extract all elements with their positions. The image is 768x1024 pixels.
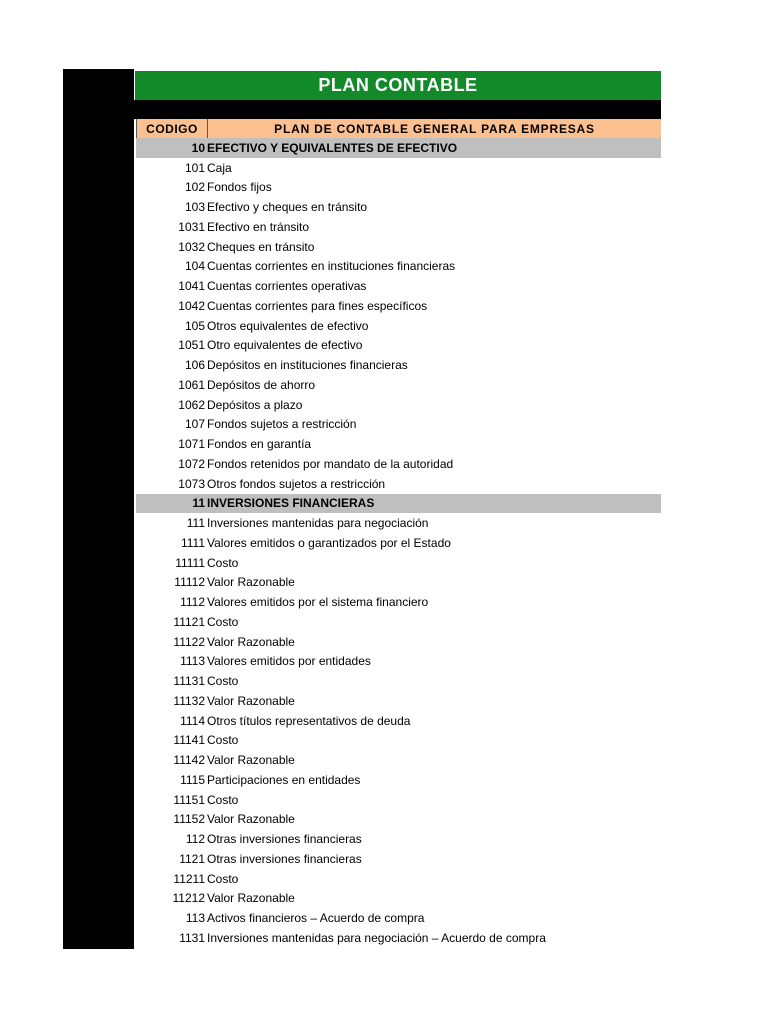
account-code: 1111	[180, 535, 205, 550]
table-row	[136, 908, 661, 928]
account-description: Caja	[207, 160, 232, 175]
account-code: 113	[185, 911, 205, 926]
account-description: Depósitos a plazo	[207, 397, 303, 412]
account-code: 1071	[178, 437, 205, 452]
account-table	[136, 138, 661, 948]
table-row	[136, 375, 661, 395]
table-row	[136, 355, 661, 375]
account-description: Valor Razonable	[207, 812, 295, 827]
table-row	[136, 711, 661, 731]
account-description: Valor Razonable	[207, 891, 295, 906]
account-description: Valor Razonable	[207, 753, 295, 768]
account-code: 11122	[173, 634, 205, 649]
account-code: 1042	[178, 298, 205, 313]
account-description: Participaciones en entidades	[207, 772, 361, 787]
account-code: 11151	[173, 792, 205, 807]
account-code: 11112	[174, 575, 205, 590]
account-code: 11211	[173, 871, 205, 886]
account-code: 11111	[175, 555, 205, 570]
account-code: 11141	[173, 733, 205, 748]
table-row	[136, 454, 661, 474]
group-row	[136, 494, 661, 514]
account-code: 1115	[180, 772, 205, 787]
table-row	[136, 316, 661, 336]
account-description: Valores emitidos por entidades	[207, 654, 371, 669]
table-row	[136, 869, 661, 889]
account-description: Valor Razonable	[207, 634, 295, 649]
table-row	[136, 632, 661, 652]
account-description: Cuentas corrientes en instituciones financieras	[207, 259, 456, 274]
account-code: 112	[185, 832, 205, 847]
table-row	[136, 849, 661, 869]
table-row	[136, 553, 661, 573]
table-row	[136, 592, 661, 612]
account-code: 106	[184, 358, 205, 373]
account-description: Fondos retenidos por mandato de la autoridad	[207, 456, 454, 471]
account-code: 11	[192, 496, 205, 511]
account-description: Valor Razonable	[207, 575, 295, 590]
page-title: PLAN CONTABLE	[135, 71, 661, 100]
account-code: 102	[184, 180, 205, 195]
account-description: Efectivo en tránsito	[207, 219, 310, 234]
account-code: 1041	[178, 279, 205, 294]
account-code: 1131	[179, 930, 205, 945]
account-description: Otras inversiones financieras	[207, 832, 362, 847]
account-code: 11152	[173, 812, 205, 827]
table-row	[136, 237, 661, 257]
table-row	[136, 750, 661, 770]
account-code: 1113	[180, 654, 205, 669]
account-description: EFECTIVO Y EQUIVALENTES DE EFECTIVO	[207, 140, 458, 155]
table-row	[136, 928, 661, 948]
table-row	[136, 415, 661, 435]
account-description: INVERSIONES FINANCIERAS	[207, 496, 375, 511]
account-description: Activos financieros – Acuerdo de compra	[207, 911, 425, 926]
account-code: 11142	[173, 753, 205, 768]
account-code: 105	[184, 318, 205, 333]
header-description: PLAN DE CONTABLE GENERAL PARA EMPRESAS	[274, 121, 595, 136]
table-row	[136, 612, 661, 632]
account-code: 10	[191, 140, 205, 155]
account-code: 1032	[178, 239, 205, 254]
account-description: Efectivo y cheques en tránsito	[207, 200, 368, 215]
account-description: Fondos en garantía	[207, 437, 312, 452]
account-description: Fondos sujetos a restricción	[207, 417, 357, 432]
table-row	[136, 889, 661, 909]
account-code: 103	[184, 200, 205, 215]
account-description: Fondos fijos	[207, 180, 272, 195]
title-divider	[134, 100, 661, 119]
table-row	[136, 533, 661, 553]
account-code: 107	[184, 417, 205, 432]
account-code: 104	[184, 259, 205, 274]
table-row	[136, 296, 661, 316]
account-description: Valores emitidos por el sistema financiero	[207, 595, 429, 610]
account-code: 1073	[178, 476, 205, 491]
account-description: Inversiones mantenidas para negociación – Acuerdo de compra	[207, 930, 546, 945]
table-row	[136, 573, 661, 593]
table-row	[136, 197, 661, 217]
table-row	[136, 158, 661, 178]
account-code: 1072	[178, 456, 205, 471]
account-description: Otros fondos sujetos a restricción	[207, 476, 386, 491]
account-code: 1121	[179, 851, 205, 866]
account-description: Otros títulos representativos de deuda	[207, 713, 411, 728]
account-description: Otros equivalentes de efectivo	[207, 318, 369, 333]
account-code: 1112	[180, 595, 205, 610]
table-row	[136, 257, 661, 277]
account-description: Costo	[207, 674, 239, 689]
account-code: 111	[186, 516, 205, 531]
account-code: 11121	[173, 614, 205, 629]
table-row	[136, 474, 661, 494]
account-code: 1051	[178, 338, 205, 353]
account-description: Costo	[207, 871, 239, 886]
account-description: Costo	[207, 792, 239, 807]
account-description: Inversiones mantenidas para negociación	[207, 516, 429, 531]
table-row	[136, 513, 661, 533]
account-description: Depósitos en instituciones financieras	[207, 358, 408, 373]
table-row	[136, 671, 661, 691]
table-row	[136, 770, 661, 790]
table-row	[136, 810, 661, 830]
account-code: 1062	[178, 397, 205, 412]
account-description: Costo	[207, 614, 239, 629]
header-code: CODIGO	[136, 119, 208, 138]
account-description: Valor Razonable	[207, 693, 295, 708]
table-row	[136, 336, 661, 356]
account-code: 11212	[172, 891, 205, 906]
table-row	[136, 178, 661, 198]
account-code: 1061	[178, 377, 205, 392]
account-code: 101	[184, 160, 205, 175]
group-row	[136, 138, 661, 158]
account-code: 11131	[173, 674, 205, 689]
account-description: Valores emitidos o garantizados por el Estado	[207, 535, 451, 550]
table-row	[136, 434, 661, 454]
account-code: 11132	[173, 693, 205, 708]
left-black-bar	[63, 69, 134, 949]
table-row	[136, 652, 661, 672]
table-row	[136, 691, 661, 711]
table-row	[136, 731, 661, 751]
account-description: Costo	[207, 733, 239, 748]
account-code: 1114	[180, 713, 205, 728]
table-row	[136, 395, 661, 415]
account-code: 1031	[178, 219, 205, 234]
table-row	[136, 829, 661, 849]
account-description: Otro equivalentes de efectivo	[207, 338, 363, 353]
account-description: Otras inversiones financieras	[207, 851, 362, 866]
table-row	[136, 276, 661, 296]
table-row	[136, 217, 661, 237]
account-description: Depósitos de ahorro	[207, 377, 316, 392]
table-header	[136, 119, 661, 138]
account-description: Costo	[207, 555, 239, 570]
table-row	[136, 790, 661, 810]
account-description: Cheques en tránsito	[207, 239, 315, 254]
account-description: Cuentas corrientes operativas	[207, 279, 367, 294]
account-description: Cuentas corrientes para fines específicos	[207, 298, 428, 313]
